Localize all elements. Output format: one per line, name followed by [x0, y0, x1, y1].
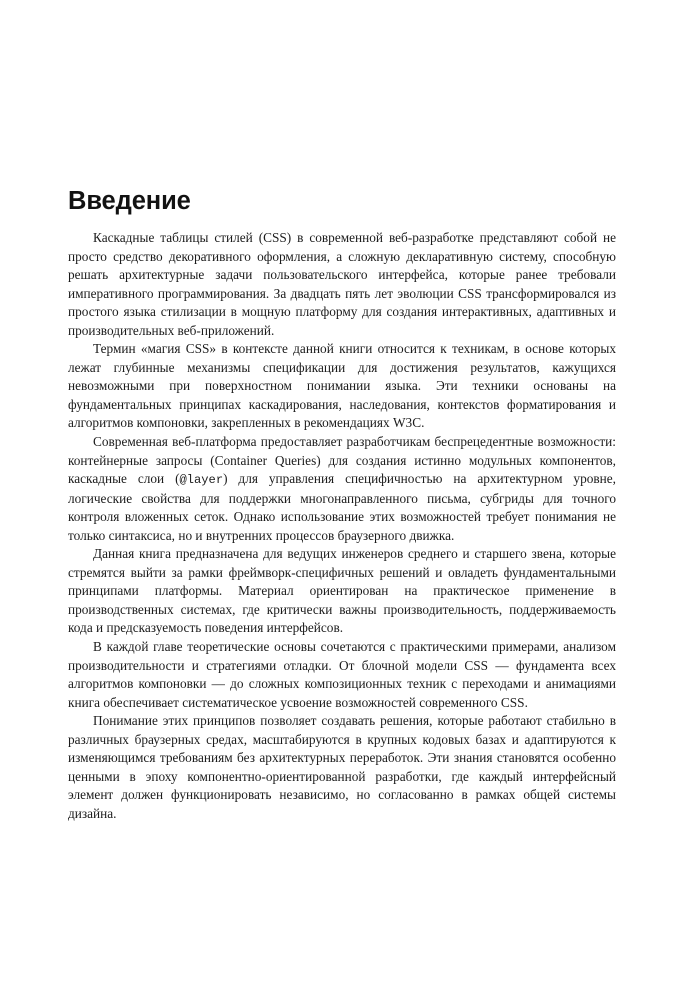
- paragraph: Каскадные таблицы стилей (CSS) в современной веб-разработке представляют собой не просто средство декоративного оформления, а сложную декларативную систему, способную решать архитектурные задачи пользовательского интерфейса, которые ранее требовали императивного программирования. За двадцать пять лет эволюции CSS трансформировался из простого языка стилизации в мощную платформу для создания интерактивных, адаптивных и производительных веб-приложений.: [68, 230, 616, 338]
- page-title: Введение: [68, 187, 191, 215]
- paragraph: Данная книга предназначена для ведущих инженеров среднего и старшего звена, которые стремятся выйти за рамки фреймворк-специфичных решений и овладеть фундаментальными принципами платформы. Материал ориентирован на практическое применение в производственных системах, где критически важны производительность, поддерживаемость кода и предсказуемость поведения интерфейсов.: [68, 546, 616, 636]
- paragraph: Понимание этих принципов позволяет создавать решения, которые работают стабильно в различных браузерных средах, масштабируются в крупных кодовых базах и адаптируются к изменяющимся требованиям без архитектурных переработок. Эти знания становятся особенно ценными в эпоху компонентно-ориентированной разработки, где каждый интерфейсный элемент должен функционировать независимо, но согласованно в рамках общей системы дизайна.: [68, 713, 616, 821]
- page-content: [68, 186, 616, 824]
- paragraph-with-code: Современная веб-платформа предоставляет разработчикам беспрецедентные возможности: контейнерные запросы (Container Queries) для создания истинно модульных компонентов, каскадные слои (@layer) для управления специфичностью на архитектурном уровне, логические свойства для поддержки многонаправленного письма, субгриды для точного контроля вложенных сеток. Однако использование этих возможностей требует понимания не только синтаксиса, но и внутренних процессов браузерного движка.: [68, 434, 616, 543]
- paragraph: В каждой главе теоретические основы сочетаются с практическими примерами, анализом производительности и стратегиями отладки. От блочной модели CSS — фундамента всех алгоритмов компоновки — до сложных композиционных техник с переходами и анимациями книга обеспечивает систематическое усвоение возможностей современного CSS.: [68, 639, 616, 710]
- paragraph: Термин «магия CSS» в контексте данной книги относится к техникам, в основе которых лежат глубинные механизмы спецификации для достижения результатов, кажущихся невозможными при поверхностном понимании языка. Эти техники основаны на фундаментальных принципах каскадирования, наследования, контекстов форматирования и алгоритмов компоновки, закрепленных в рекомендациях W3C.: [68, 341, 616, 431]
- inline-code: @layer: [179, 473, 224, 488]
